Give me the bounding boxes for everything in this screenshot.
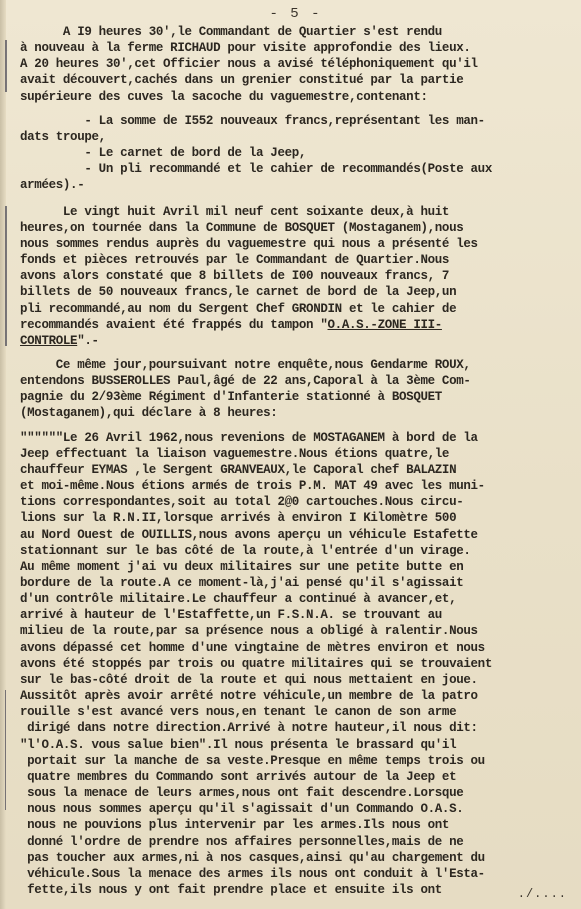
contents-list: [20, 113, 571, 194]
text-line: lions sur la R.N.II,lorsque arrivés à environ I Kilomètre 500: [20, 511, 457, 526]
text-line: (Mostaganem),qui déclare à 8 heures:: [20, 406, 278, 421]
text-line: fette,ils nous y ont fait prendre place et ensuite ils ont: [20, 882, 442, 897]
text-line: Au même moment j'ai vu deux militaires sur une petite butte en: [20, 559, 464, 574]
text-line: rouille s'est avancé vers nous,en tenant le canon de son arme: [20, 705, 457, 720]
text-segment: ".-: [77, 333, 99, 348]
text-line: à nouveau à la ferme RICHAUD pour visite approfondie des lieux.: [20, 41, 471, 56]
text-line: arrivé à hauteur de l'Estaffette,un F.S.N.A. se trouvant au: [20, 608, 442, 623]
list-item: armées).-: [20, 178, 85, 193]
text-line: Jeep effectuant la liaison vaguemestre.Nous étions quatre,le: [20, 446, 450, 461]
text-line: sous la menace de leurs armes,nous ont fait descendre.Lorsque: [20, 786, 464, 801]
page-number: - 5 -: [269, 6, 322, 22]
text-line: billets de 50 nouveaux francs,le carnet de bord de la Jeep,un: [20, 285, 457, 300]
text-line: pas toucher aux armes,ni à nos casques,ainsi qu'au chargement du: [20, 850, 485, 865]
margin-pen-mark: [5, 690, 6, 810]
list-item: - La somme de I552 nouveaux francs,représentant les man-: [20, 113, 485, 128]
text-line: milieu de la route,par sa présence nous a obligé à ralentir.Nous: [20, 624, 478, 639]
text-line: bordure de la route.A ce moment-là,j'ai pensé qu'il s'agissait: [20, 576, 464, 590]
text-line: dirigé dans notre direction.Arrivé à notre hauteur,il nous dit:: [20, 721, 478, 736]
paragraph-hearing: [20, 357, 571, 422]
text-line: au Nord Ouest de OUILLIS,nous avons aperçu un véhicule Estafette: [20, 527, 478, 542]
text-line: et moi-même.Nous étions armés de trois P.M. MAT 49 avec les muni-: [20, 479, 485, 494]
text-line: fonds et pièces retrouvés par le Commandant de Quartier.Nous: [20, 253, 450, 268]
continuation-mark: ./....: [517, 887, 567, 901]
text-line: stationnant sur le bas côté de la route,à l'entrée d'un virage.: [20, 543, 471, 558]
text-line: [20, 333, 571, 349]
paragraph-discovery: [20, 24, 571, 105]
list-item: - Le carnet de bord de la Jeep,: [20, 146, 307, 161]
margin-pen-mark: [5, 206, 7, 346]
text-line: avons dépassé cet homme d'une vingtaine de mètres environ et nous: [20, 640, 485, 655]
text-line: pli recommandé,au nom du Sergent Chef GRONDIN et le cahier de: [20, 301, 457, 316]
text-segment: recommandés avaient été frappés du tampon: [20, 317, 321, 332]
text-line: Ce même jour,poursuivant notre enquête,nous Gendarme ROUX,: [20, 357, 471, 372]
text-line: chauffeur EYMAS ,le Sergent GRANVEAUX,le Caporal chef BALAZIN: [20, 462, 457, 477]
text-line: A 20 heures 30',cet Officier nous a avisé téléphoniquement qu'il: [20, 57, 478, 72]
text-line: portait sur la manche de sa veste.Presque en même temps trois ou: [20, 753, 485, 768]
text-line: nous nous sommes aperçu qu'il s'agissait d'un Commando O.A.S.: [20, 802, 464, 817]
stamp-text-continued: CONTROLE: [20, 333, 78, 348]
text-line: Aussitôt après avoir arrêté notre véhicule,un membre de la patro: [20, 689, 478, 704]
list-item: dats troupe,: [20, 129, 106, 144]
text-line: avait découvert,cachés dans un grenier constitué par la partie: [20, 73, 464, 88]
text-line: avons alors constaté que 8 billets de I00 nouveaux francs, 7: [20, 269, 450, 284]
text-line: tions correspondantes,soit au total 2@0 cartouches.Nous circu-: [20, 495, 464, 510]
margin-pen-mark: [5, 40, 7, 92]
text-line: Le vingt huit Avril mil neuf cent soixante deux,à huit: [20, 204, 450, 219]
text-line: donné l'ordre de prendre nos affaires personnelles,mais de ne: [20, 834, 464, 849]
text-line: nous ne pouvions plus intervenir par les armes.Ils nous ont: [20, 818, 450, 833]
witness-statement: [20, 430, 571, 899]
paragraph-verification: [20, 204, 571, 349]
text-line: nous sommes rendus auprès du vaguemestre qui nous a présenté les: [20, 236, 478, 251]
list-item: - Un pli recommandé et le cahier de recommandés(Poste aux: [20, 162, 492, 177]
text-line: avons été stoppés par trois ou quatre militaires qui se trouvaient: [20, 656, 492, 671]
stamp-text: O.A.S.-ZONE III-: [327, 317, 442, 332]
text-line: supérieure des cuves la sacoche du vaguemestre,contenant:: [20, 89, 428, 104]
text-line: entendons BUSSEROLLES Paul,âgé de 22 ans,Caporal à la 3ème Com-: [20, 374, 471, 389]
text-line: véhicule.Sous la menace des armes ils nous ont conduit à l'Esta-: [20, 866, 485, 881]
text-line: sur le bas-côté droit de la route et qui nous mettaient en joue.: [20, 672, 478, 687]
text-line: A I9 heures 30',le Commandant de Quartier s'est rendu: [20, 25, 442, 39]
text-line: recommandés avaient été frappés du tampon "O.A.S.-ZONE III-: [20, 317, 442, 332]
text-line: pagnie du 2/93ème Régiment d'Infanterie stationné à BOSQUET: [20, 390, 442, 405]
text-line: d'un contrôle militaire.Le chauffeur a continué à avancer,et,: [20, 592, 457, 607]
text-line: heures,on tournée dans la Commune de BOSQUET (Mostaganem),nous: [20, 220, 464, 235]
text-line: quatre membres du Commando sont arrivés autour de la Jeep et: [20, 769, 457, 784]
text-line: "l'O.A.S. vous salue bien".Il nous présenta le brassard qu'il: [20, 737, 457, 752]
text-line: """"""Le 26 Avril 1962,nous revenions de MOSTAGANEM à bord de la: [20, 430, 478, 445]
